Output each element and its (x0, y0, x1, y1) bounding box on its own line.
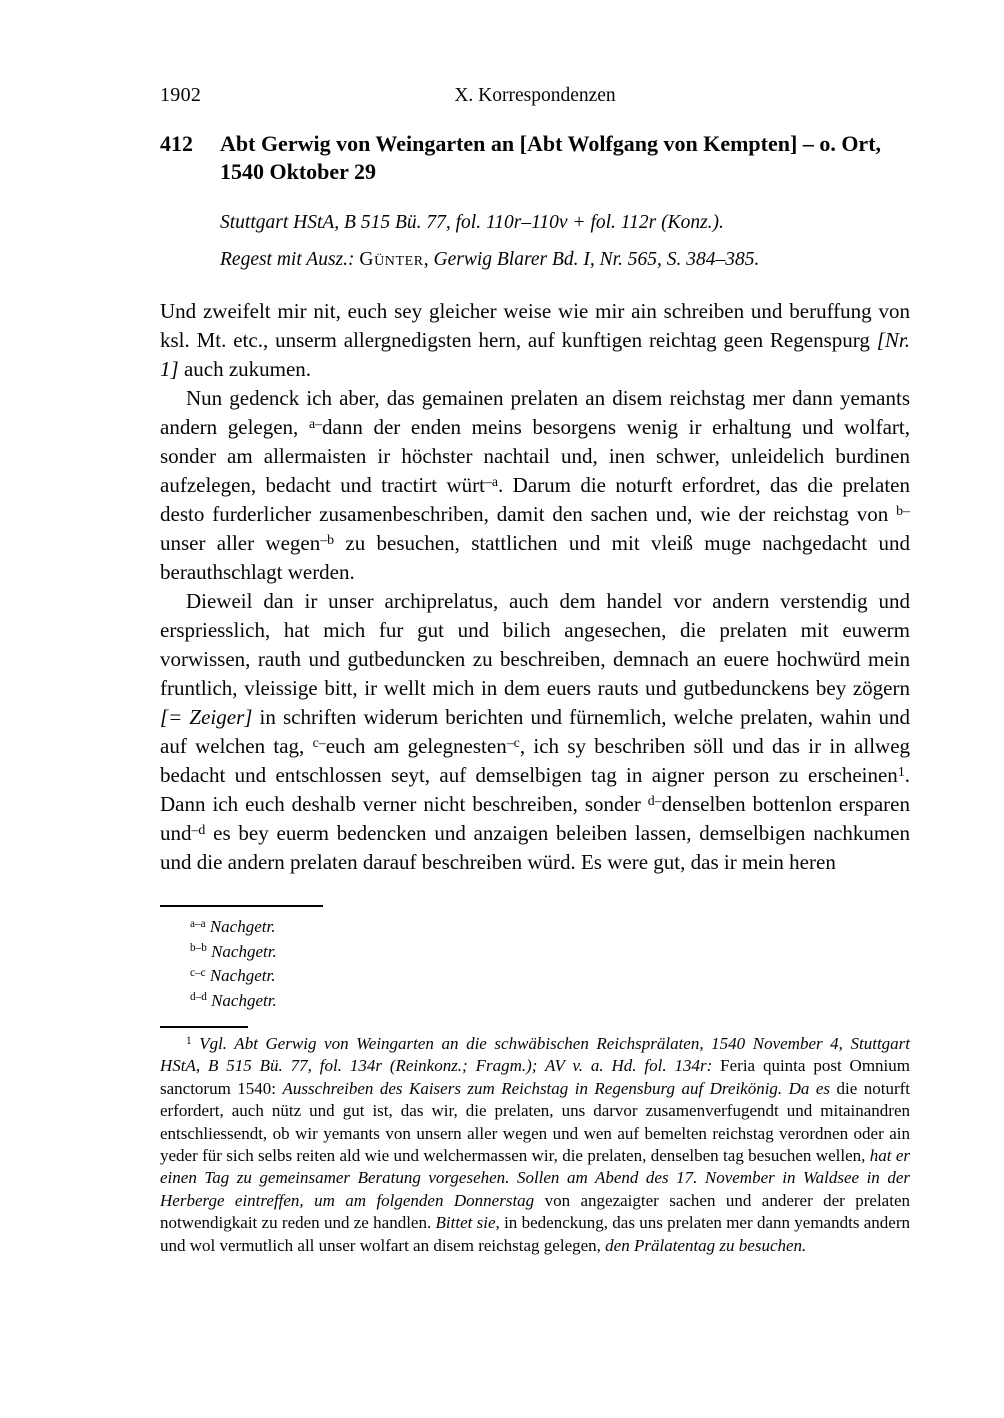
entry-title-line-1: Abt Gerwig von Weingarten an [Abt Wolfgang von Kempten] – o. Ort, (220, 131, 882, 156)
critical-apparatus (160, 905, 910, 1257)
entry-title-line-2: 1540 Oktober 29 (220, 159, 377, 184)
apparatus-entries (160, 915, 910, 1013)
apparatus-entry-c: $^{c-c}$ Nachgetr. (190, 966, 276, 985)
apparatus-entry-d: $^{d-d}$ Nachgetr. (190, 990, 277, 1010)
footnote-separator-rule (160, 1026, 248, 1028)
apparatus-entry-b: $^{b-b}$ Nachgetr. (190, 941, 277, 961)
body-paragraph-3: Dieweil dan ir unser archiprelatus, auch dem handel vor andern verstendig und erspriesslich, hat mich fur gut und bilich angesechen, die prelaten mit euwerm vorwissen, rauth und gutbeduncken zu beschreiben, demnach an euere hochwürd mein fruntlich, vleissige bitt, ir wellt mich in dem euers rauts und gutbedunckens bey zögern [= Zeiger] in schriften widerum berichten und fürnemlich, welche prelaten, wahin und auf welchen tag, $^{c-}$euch am gelegnesten$^{-c}$, ich sy beschriben söll und das ir in allweg bedacht und entschlossen seyt, auf demselbigen tag in aigner person zu erscheinen$^1$. Dann ich euch deshalb verner nicht beschreiben, sonder $^{d-}$denselben bottenlon ersparen und$^{-d}$ es bey euerm bedencken und anzaigen beleiben lassen, demselbigen nachkumen und die andern prelaten darauf beschreiben würd. Es were gut, das ir mein heren (160, 589, 911, 874)
entry-heading (160, 130, 910, 186)
body-paragraph-1: Und zweifelt mir nit, euch sey gleicher weise wie mir ain schreiben und beruffung von ksl. Mt. etc., unserm allergnedigsten hern, auf kunftigen reichtag geen Regenspurg [Nr. 1] auch zukumen. (160, 299, 910, 381)
footnote-1: $^1$ Vgl. Abt Gerwig von Weingarten an die schwäbischen Reichsprälaten, 1540 November 4, Stuttgart HStA, B 515 Bü. 77, fol. 134r (Reinkonz.; Fragm.); AV v. a. Hd. fol. 134r: Feria quinta post Omnium sanctorum 1540: Ausschreiben des Kaisers zum Reichstag in Regensburg auf Dreikönig. Da es die noturft erfordert, auch nütz und gut ist, das wir, die prelaten, uns darvor zusamenverfugendt und mitainandren entschliessendt, ob wir yemants von unsern aller wegen und wen auf bemelten reichstag verordnen oder ain yeder für sich selbs reiten ald wie und welchermassen wir, die prelaten, denselben tag besuchen wellen, hat er einen Tag zu gemeinsamer Beratung vorgesehen. Sollen am Abend des 17. November in Waldsee in der Herberge eintreffen, um am folgenden Donnerstag von angezaigter sachen und anderer der prelaten notwendigkait zu reden und ze handlen. Bittet sie, in bedenckung, das uns prelaten mer dann yemandts andern und wol vermutlich all unser wolfart an disem reichstag gelegen, den Prälatentag zu besuchen. (160, 1034, 911, 1255)
apparatus-entry-a: $^{a-a}$ Nachgetr. (190, 917, 276, 936)
folio-number: 1902 (160, 84, 202, 106)
entry-title (220, 130, 881, 186)
entry-number: 412 (160, 131, 193, 156)
apparatus-separator-rule (160, 905, 323, 907)
archival-source-line: Stuttgart HStA, B 515 Bü. 77, fol. 110r–110v + fol. 112r (Konz.). (220, 212, 724, 233)
page-header (160, 84, 910, 110)
regest-reference-line: Regest mit Ausz.: Günter, Gerwig Blarer Bd. I, Nr. 565, S. 384–385. (220, 249, 760, 270)
running-head: X. Korrespondenzen (454, 85, 616, 106)
body-paragraph-2: Nun gedenck ich aber, das gemainen prelaten an disem reichstag mer dann yemants andern gelegen, $^{a-}$dann der enden meins besorgens wenig ir erhaltung und wolfart, sonder am allermaisten ir höchster nachtail und, inen schwer, unleidelich burdinen aufzelegen, bedacht und tractirt würt$^{-a}$. Darum die noturft erfordret, das die prelaten desto furderlicher zusamenbeschriben, damit den sachen und, wie der reichstag von $^{b-}$unser aller wegen$^{-b}$ zu besuchen, stattlichen und mit vleiß muge nachgedacht und berauthschlagt werden. (160, 386, 911, 584)
letter-body (160, 297, 910, 877)
